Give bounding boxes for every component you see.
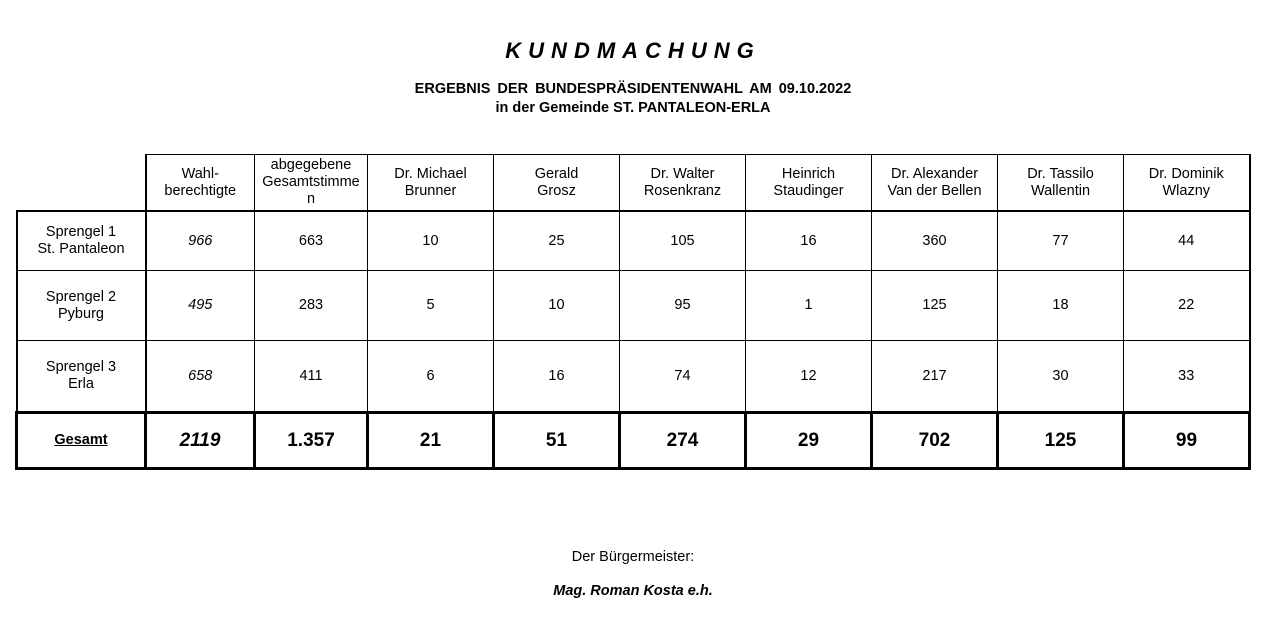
table-cell: 74 <box>620 341 746 413</box>
header-cell-candidate: Dr. Alexander Van der Bellen <box>872 155 998 212</box>
table-cell: 30 <box>998 341 1124 413</box>
table-cell: 44 <box>1124 211 1250 271</box>
table-cell: 663 <box>255 211 368 271</box>
mayor-role: Der Bürgermeister: <box>571 549 695 565</box>
table-cell: 658 <box>146 341 255 413</box>
results-table <box>15 154 1251 470</box>
total-cell: 2119 <box>146 413 255 469</box>
table-cell: 33 <box>1124 341 1250 413</box>
table-cell: 10 <box>368 211 494 271</box>
table-header-row <box>17 155 1250 212</box>
table-cell: 77 <box>998 211 1124 271</box>
header-cell-candidate: Dr. Michael Brunner <box>368 155 494 212</box>
header-cell-candidate: Gerald Grosz <box>494 155 620 212</box>
total-cell: 51 <box>494 413 620 469</box>
table-cell: 125 <box>872 271 998 341</box>
page-subtitle <box>0 80 1266 118</box>
table-cell: 360 <box>872 211 998 271</box>
table-row <box>17 341 1250 413</box>
total-row <box>17 413 1250 469</box>
header-cell-votes-cast: abgegebene Gesamtstimme n <box>255 155 368 212</box>
table-row <box>17 271 1250 341</box>
mayor-name: Mag. Roman Kosta e.h. <box>553 583 713 599</box>
header-cell-candidate: Dr. Tassilo Wallentin <box>998 155 1124 212</box>
header-cell-candidate: Dr. Walter Rosenkranz <box>620 155 746 212</box>
total-cell: 29 <box>746 413 872 469</box>
header-cell-candidate: Dr. Dominik Wlazny <box>1124 155 1250 212</box>
table-cell: 10 <box>494 271 620 341</box>
row-label: Sprengel 2 Pyburg <box>17 271 146 341</box>
table-cell: 495 <box>146 271 255 341</box>
table-cell: 966 <box>146 211 255 271</box>
total-cell: 274 <box>620 413 746 469</box>
subtitle-election: ERGEBNIS DER BUNDESPRÄSIDENTENWAHL AM 09.10.2022 <box>414 81 852 97</box>
table-cell: 16 <box>746 211 872 271</box>
header-cell-candidate: Heinrich Staudinger <box>746 155 872 212</box>
table-cell: 283 <box>255 271 368 341</box>
subtitle-municipality: in der Gemeinde ST. PANTALEON-ERLA <box>495 100 771 116</box>
row-label: Sprengel 3 Erla <box>17 341 146 413</box>
table-cell: 5 <box>368 271 494 341</box>
table-cell: 22 <box>1124 271 1250 341</box>
table-cell: 95 <box>620 271 746 341</box>
total-cell: 21 <box>368 413 494 469</box>
table-cell: 16 <box>494 341 620 413</box>
total-cell: 702 <box>872 413 998 469</box>
table-cell: 12 <box>746 341 872 413</box>
table-cell: 411 <box>255 341 368 413</box>
table-cell: 105 <box>620 211 746 271</box>
table-cell: 6 <box>368 341 494 413</box>
header-cell-eligible-voters: Wahl- berechtigte <box>146 155 255 212</box>
total-cell: 125 <box>998 413 1124 469</box>
total-label: Gesamt <box>17 413 146 469</box>
table-cell: 1 <box>746 271 872 341</box>
total-cell: 99 <box>1124 413 1250 469</box>
row-label: Sprengel 1 St. Pantaleon <box>17 211 146 271</box>
table-cell: 217 <box>872 341 998 413</box>
table-row <box>17 211 1250 271</box>
header-blank-cell <box>17 155 146 212</box>
table-cell: 25 <box>494 211 620 271</box>
page-title: KUNDMACHUNG <box>505 38 761 63</box>
total-cell: 1.357 <box>255 413 368 469</box>
table-cell: 18 <box>998 271 1124 341</box>
